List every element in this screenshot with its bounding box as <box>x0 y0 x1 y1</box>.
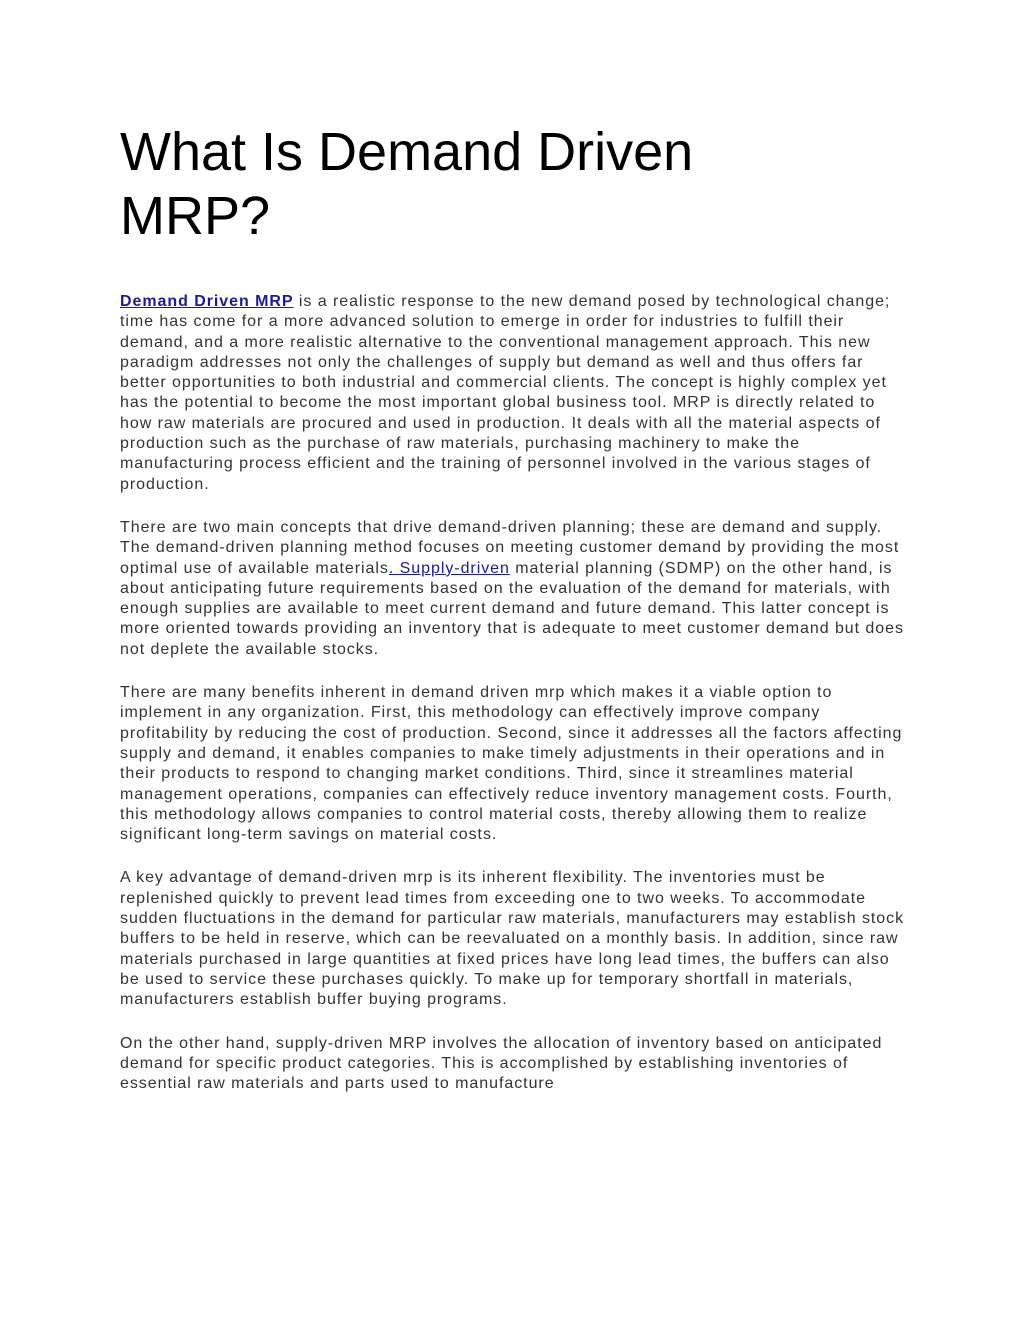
paragraph-3: There are many benefits inherent in demand driven mrp which makes it a viable option to implement in any organization. First, this methodology can effectively improve company profitability by reducing the cost of production. Second, since it addresses all the factors affecting supply and demand, it enables companies to make timely adjustments in their operations and in their products to respond to changing market conditions. Third, since it streamlines material management operations, companies can effectively reduce inventory management costs. Fourth, this methodology allows companies to control material costs, thereby allowing them to realize significant long-term savings on material costs. <box>120 684 903 844</box>
demand-driven-mrp-link[interactable]: Demand Driven MRP <box>120 293 294 310</box>
paragraph-5: On the other hand, supply-driven MRP involves the allocation of inventory based on anticipated demand for specific product categories. This is accomplished by establishing inventories of essential raw materials and parts used to manufacture <box>120 1034 883 1093</box>
document-body <box>120 292 905 1094</box>
paragraph-2-text-after: material planning (SDMP) on the other hand, is about anticipating future requirements based on the evaluation of the demand for materials, with enough supplies are available to meet current demand and future demand. This latter concept is more oriented towards providing an inventory that is adequate to meet customer demand but does not deplete the available stocks. <box>120 559 904 658</box>
document-page <box>120 120 905 1117</box>
paragraph-1 <box>120 292 905 495</box>
supply-driven-link[interactable]: . Supply-driven <box>388 559 510 577</box>
paragraph-2 <box>120 518 905 660</box>
paragraph-2-text-before: There are two main concepts that drive demand-driven planning; these are demand and supply. The demand-driven planning method focuses on meeting customer demand by providing the most optimal use of available materials <box>120 518 900 577</box>
paragraph-1-text: is a realistic response to the new demand posed by technological change; time has come for a more advanced solution to emerge in order for industries to fulfill their demand, and a more realistic alternative to the conventional management approach. This new paradigm addresses not only the challenges of supply but demand as well and thus offers far better opportunities to both industrial and commercial clients. The concept is highly complex yet has the potential to become the most important global business tool. MRP is directly related to how raw materials are procured and used in production. It deals with all the material aspects of production such as the purchase of raw materials, purchasing machinery to make the manufacturing process efficient and the training of personnel involved in the various stages of production. <box>120 293 891 493</box>
page-title: What Is Demand Driven MRP? <box>120 122 694 246</box>
paragraph-4: A key advantage of demand-driven mrp is its inherent flexibility. The inventories must be replenished quickly to prevent lead times from exceeding one to two weeks. To accommodate sudden fluctuations in the demand for particular raw materials, manufacturers may establish stock buffers to be held in reserve, which can be reevaluated on a monthly basis. In addition, since raw materials purchased in large quantities at fixed prices have long lead times, the buffers can also be used to service these purchases quickly. To make up for temporary shortfall in materials, manufacturers establish buffer buying programs. <box>120 869 905 1009</box>
